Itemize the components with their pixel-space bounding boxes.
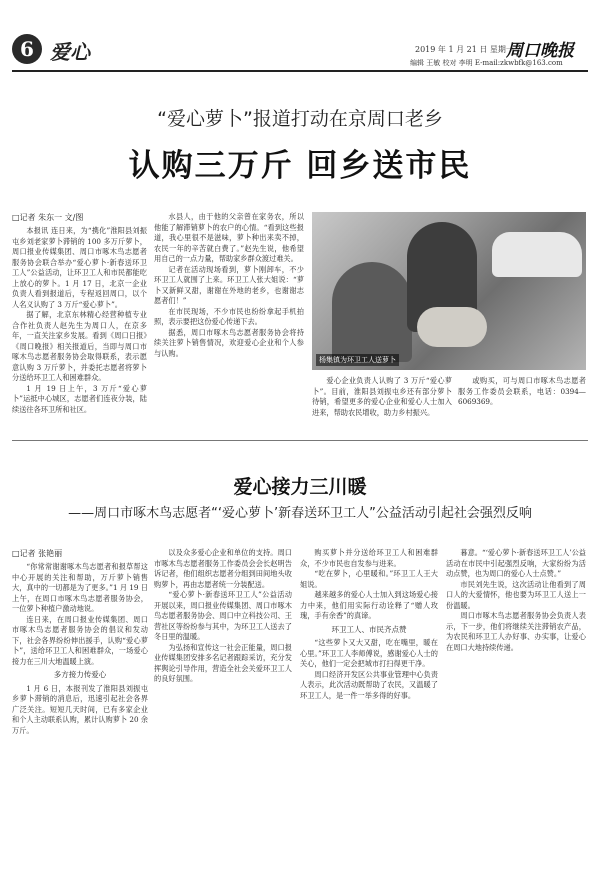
story1-column-2 [154,212,304,436]
story2-column-1 [12,562,148,887]
photo-caption: 杨集镇为环卫工人送萝卜 [316,354,399,366]
paragraph: 水县人，由于他的父亲曾在家务农，所以他能了解滞销萝卜的农户的心情。“看到这些报道，我心里很不是滋味，萝卜种出来卖不掉，农民一年的辛苦就白费了。”赵先生说，他希望用自己的一点力量，帮助家乡群众渡过难关。 [154,212,304,263]
paragraph: 1 月 6 日，本报刊发了淮阳县刘振屯乡萝卜滞销的消息后，迅速引起社会各界广泛关注。短短几天时间，已有多家企业和个人主动联系认购，累计认购萝卜 20 余万斤。 [12,683,148,735]
paragraph: “爱心萝卜·新春送环卫工人”公益活动开展以来，周口报业传媒集团、周口市啄木鸟志愿者服务协会、周口中立科技公司、王营社区等纷纷参与其中，为环卫工人送去了冬日里的温暖。 [154,590,292,641]
paper-name: 周口晚报 [506,41,574,61]
story2-column-3 [300,548,438,887]
paragraph: 购买萝卜并分送给环卫工人和困难群众，不少市民也自发参与进来。 [300,548,438,568]
paragraph: 越来越多的爱心人士加入到这场爱心接力中来，他们用实际行动诠释了“赠人玫瑰，手有余香”的真谛。 [300,590,438,620]
paragraph: 连日来，在周口报业传媒集团、周口市啄木鸟志愿者服务协会的倡议和发动下，社会各界纷纷伸出援手，认购“爱心萝卜”，送给环卫工人和困难群众，一场爱心接力在三川大地温暖上演。 [12,614,148,666]
story2-column-4 [446,548,586,887]
story1-kicker: “爱心萝卜”报道打动在京周口老乡 [157,108,443,130]
photo-radish-bag [417,307,487,347]
paragraph: 周口市啄木鸟志愿者服务协会负责人表示，下一步，他们将继续关注滞销农产品，为农民和环卫工人办好事、办实事，让爱心在周口大地持续传递。 [446,611,586,652]
paragraph: 爱心企业负责人认购了 3 万斤“爱心萝卜”。目前，淮阳县刘振屯乡还有部分萝卜待销，希望更多的爱心企业和爱心人士加入进来，帮助农民增收，助力乡村振兴。 [312,376,452,417]
paragraph: 1 月 19 日上午，3 万斤“爱心萝卜”运抵中心城区，志愿者们连夜分装，陆续送往各环卫所和社区。 [12,383,147,414]
paragraph: “你常常谢谢啄木鸟志愿者和报草帮这中心开展的关注和帮助，万斤萝卜销售大，真中的一切都是为了更多。”1 月 19 日上午，在周口市啄木鸟志愿者服务协会，一位萝卜种植户激动地说。 [12,562,148,613]
header-rule [12,70,588,72]
paragraph: 据悉，周口市啄木鸟志愿者服务协会将持续关注萝卜销售情况，欢迎爱心企业和个人参与认购。 [154,327,304,358]
photo-person [332,262,412,362]
paragraph: 为弘扬和宣传这一社会正能量，周口报业传媒集团安排多名记者跟踪采访，充分发挥舆论引导作用，营造全社会关爱环卫工人的良好氛围。 [154,642,292,683]
paragraph: 市民刘先生说，这次活动让他看到了周口人的大爱情怀，他也要为环卫工人送上一份温暖。 [446,579,586,610]
story2-subhead-1: 多方接力传爱心 [53,670,107,679]
paragraph: 以及众多爱心企业和单位的支持。周口市啄木鸟志愿者服务工作委员会会长赵明告诉记者，他们组织志愿者分组到田间地头收购萝卜，再由志愿者统一分装配送。 [154,548,292,589]
paragraph: 暮意。“‘爱心萝卜·新春送环卫工人’公益活动在市民中引起强烈反响，大家纷纷为活动点赞，也为周口的爱心人士点赞。” [446,548,586,578]
story1-headline: 认购三万斤 回乡送市民 [128,148,472,184]
paragraph: “这些萝卜又大又甜，吃在嘴里，暖在心里。”环卫工人李师傅说，感谢爱心人士的关心，他们一定会把城市打扫得更干净。 [300,638,438,668]
paragraph: 周口经济开发区公共事业管理中心负责人表示，此次活动既帮助了农民，又温暖了环卫工人，是一件一举多得的好事。 [300,669,438,700]
story-divider [12,440,588,441]
story1-column-1 [12,226,147,436]
paragraph: 本报讯 连日来，为“携化”淮阳县刘振屯乡刘老家萝卜滞销的 100 多万斤萝卜，周口报业传媒集团、周口市啄木鸟志愿者服务协会联合举办“爱心萝卜·新春送环卫工人”公益活动，让环卫工人和市民都能吃上放心的萝卜。1 月 17 日，北京一企业负责人看到报道后，专程返回周口，以个人名义认购了 3 万斤“爱心萝卜”。 [12,226,147,309]
story2-subhead-3: 环卫工人、市民齐点赞 [331,624,407,634]
paragraph: “吃在萝卜，心里暖和。”环卫工人王大姐说。 [300,569,438,589]
editor-info: 编辑 王敏 校对 李明 E-mail:zkwbfk@163.com [410,59,563,67]
story2-subheadline: ——周口市啄木鸟志愿者“‘爱心萝卜’新春送环卫工人”公益活动引起社会强烈反响 [68,506,532,521]
story2-headline: 爱心接力三川暖 [233,476,367,498]
photo-car [492,232,582,277]
paragraph: 据了解，北京东林精心经营种植专业合作社负责人赵先生为周口人，在京多年，一直关注家乡发展。看到《周口日报》《周口晚报》相关报道后，当即与周口市啄木鸟志愿者服务协会取得联系，表示愿意认购 3 万斤萝卜，并委托志愿者将萝卜分送给环卫工人和困难群众。 [12,310,147,382]
paragraph: 或购买，可与周口市啄木鸟志愿者服务工作委员会联系，电话：0394—6069369。 [458,376,586,406]
issue-date: 2019 年 1 月 21 日 星期一 [415,45,514,54]
paragraph: 在市民现场，不少市民也纷纷拿起手机拍照，表示要把这份爱心传递下去。 [154,306,304,326]
page-number: 6 [12,34,42,64]
story1-byline: □记者 朱东一 文/图 [12,213,84,222]
story2-column-2 [154,548,292,887]
story2-byline: □记者 张艳丽 [12,549,63,558]
page-header [0,0,600,70]
story1-column-3 [312,376,452,436]
story1-photo [312,212,586,370]
story1-column-4 [458,376,586,436]
paragraph: 记者在活动现场看到，萝卜刚卸车，不少环卫工人就围了上来。环卫工人张大姐说：“萝卜又新鲜又甜，谢谢在外地的老乡，也谢谢志愿者们！” [154,264,304,305]
section-title: 爱心 [50,40,90,64]
